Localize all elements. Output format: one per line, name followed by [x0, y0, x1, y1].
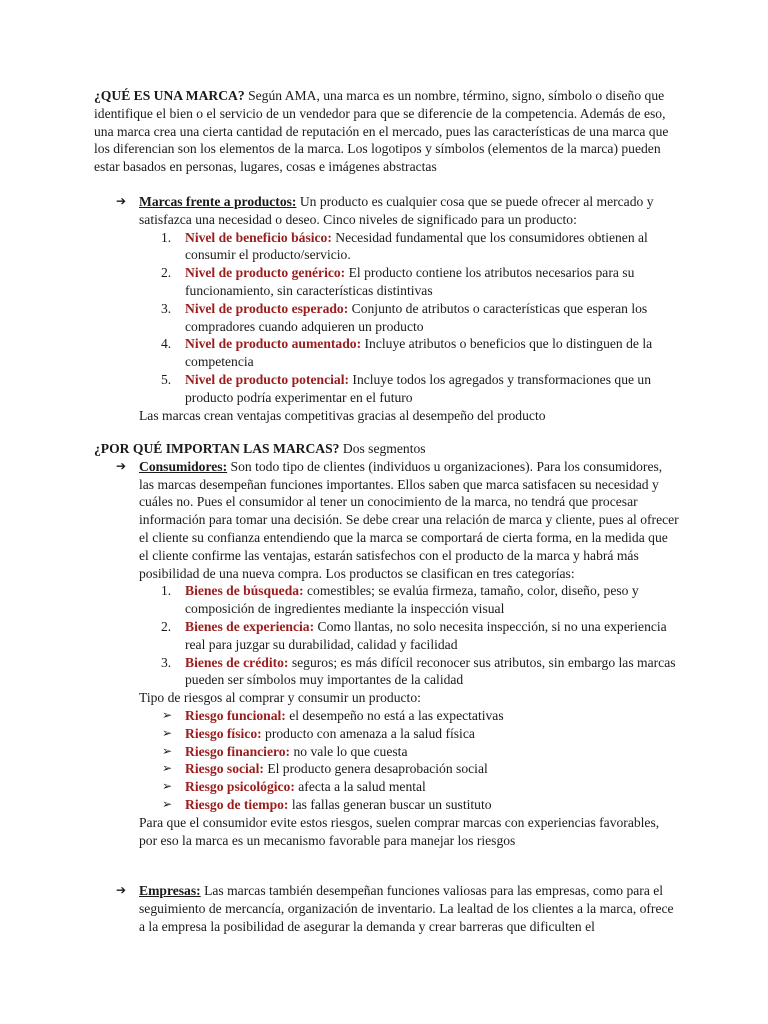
- risk-desc: producto con amenaza a la salud física: [261, 725, 475, 741]
- risk-desc: afecta a la salud mental: [294, 779, 426, 795]
- list-item: [94, 264, 680, 300]
- list-desc: Necesidad fundamental que los consumidores obtienen al consumir el producto/servicio.: [185, 229, 648, 263]
- risk-term: Riesgo de tiempo:: [185, 796, 289, 812]
- label-consumidores: Consumidores:: [139, 458, 228, 474]
- list-number: 2.: [161, 265, 172, 281]
- list-item: [94, 229, 680, 265]
- list-term: Bienes de búsqueda:: [185, 583, 304, 599]
- heading-por-que-importan: ¿POR QUÉ IMPORTAN LAS MARCAS?: [94, 441, 340, 456]
- arrowhead-bullet-icon: ➢: [162, 725, 173, 740]
- list-item: [94, 654, 680, 690]
- list-item: [94, 582, 680, 618]
- label-empresas: Empresas:: [139, 883, 201, 898]
- list-term: Nivel de producto aumentado:: [185, 336, 362, 352]
- risk-term: Riesgo financiero:: [185, 743, 291, 759]
- section-por-que-importan: [94, 440, 680, 849]
- heading-rest: Dos segmentos: [339, 441, 426, 456]
- list-term: Nivel de beneficio básico:: [185, 229, 332, 245]
- list-term: Nivel de producto esperado:: [185, 300, 349, 316]
- risk-term: Riesgo psicológico:: [185, 779, 295, 795]
- arrow-icon: ➔: [116, 883, 127, 897]
- label-marcas-frente-productos: Marcas frente a productos:: [139, 194, 297, 209]
- arrow-icon: ➔: [116, 194, 127, 208]
- arrowhead-bullet-icon: ➢: [162, 779, 173, 794]
- risk-intro: Tipo de riesgos al comprar y consumir un producto:: [139, 690, 421, 706]
- heading-row: [94, 440, 680, 458]
- risk-item: [94, 725, 680, 743]
- risk-term: Riesgo físico:: [185, 725, 262, 741]
- list-desc: Conjunto de atributos o características que esperan los compradores cuando adquieren un producto: [185, 300, 648, 334]
- list-item: [94, 618, 680, 654]
- list-desc: El producto contiene los atributos necesarios para su funcionamiento, sin características distintivas: [185, 265, 635, 298]
- arrow-icon: ➔: [116, 458, 127, 473]
- list-item: [94, 371, 680, 407]
- list-number: 3.: [161, 654, 172, 670]
- arrowhead-bullet-icon: ➢: [162, 796, 173, 811]
- list-term: Nivel de producto genérico:: [185, 265, 346, 281]
- arrow-item-consumidores: [94, 458, 680, 583]
- list-number: 1.: [161, 229, 172, 245]
- risk-desc: El producto genera desaprobación social: [263, 761, 488, 777]
- paragraph-niveles: Un producto es cualquier cosa que se puede ofrecer al mercado y satisfazca una necesidad o deseo. Cinco niveles de significado para un producto:: [139, 194, 654, 227]
- risk-desc: el desempeño no está a las expectativas: [285, 707, 504, 723]
- arrowhead-bullet-icon: ➢: [162, 707, 173, 722]
- closing-text: Para que el consumidor evite estos riesgos, suelen comprar marcas con experiencias favorables, por eso la marca es un mecanismo favorable para manejar los riesgos: [139, 814, 660, 848]
- list-desc: seguros; es más difícil reconocer sus atributos, sin embargo las marcas pueden ser símbolos muy importantes de la calidad: [185, 654, 676, 688]
- list-desc: Como llantas, no solo necesita inspección, si no una experiencia real para juzgar su durabilidad, calidad y facilidad: [185, 618, 667, 652]
- risk-desc: no vale lo que cuesta: [290, 743, 408, 759]
- arrow-item-empresas: [94, 882, 680, 935]
- section-empresas: [94, 882, 680, 935]
- closing-text: Las marcas crean ventajas competitivas gracias al desempeño del producto: [139, 407, 546, 423]
- list-term: Bienes de experiencia:: [185, 618, 315, 634]
- list-number: 4.: [161, 336, 172, 352]
- section-que-es-una-marca: [94, 87, 680, 176]
- paragraph-empresas: Las marcas también desempeñan funciones valiosas para las empresas, como para el seguimiento de mercancía, organización de inventario. La lealtad de los clientes a la marca, ofrece a la empresa la posibilidad de asegurar la demanda y crear barreras que dificulten el: [139, 883, 674, 934]
- list-item: [94, 300, 680, 336]
- list-number: 5.: [161, 371, 172, 387]
- risk-item: [94, 743, 680, 761]
- list-desc: comestibles; se evalúa firmeza, tamaño, color, diseño, peso y composición de ingredientes mediante la inspección visual: [185, 583, 639, 617]
- arrowhead-bullet-icon: ➢: [162, 743, 173, 758]
- risk-desc: las fallas generan buscar un sustituto: [288, 796, 492, 812]
- risk-term: Riesgo social:: [185, 761, 264, 777]
- list-item: [94, 335, 680, 371]
- risk-item: [94, 796, 680, 814]
- paragraph-consumidores: Son todo tipo de clientes (individuos u organizaciones). Para los consumidores, las marcas desempeñan funciones importantes. Ellos saben que marca satisfacen su necesidad y cuáles no. Pues el consumidor al tener un conocimiento de la marca, no tendrá que procesar información para tomar una decisión. Se debe crear una relación de marca y cliente, pues al ofrecer el cliente su confianza entendiendo que la marca se comportará de cierta forma, en la medida que el cliente confirme las ventajas, estarán satisfechos con el producto de la marca y habrá más posibilidad de una nueva compra. Los productos se clasifican en tres categorías:: [139, 458, 679, 581]
- paragraph-definicion: Según AMA, una marca es un nombre, término, signo, símbolo o diseño que identifique el bien o el servicio de un vendedor para que se diferencie de la competencia. Además de eso, una marca crea una cierta cantidad de reputación en el mercado, pues las características de una marca que los diferencian son los elementos de la marca. Los logotipos y símbolos (elementos de la marca) pueden estar basados en personas, lugares, cosas e imágenes abstractas: [94, 88, 669, 175]
- heading-que-es-una-marca: ¿QUÉ ES UNA MARCA?: [94, 88, 245, 103]
- list-desc: Incluye todos los agregados y transformaciones que un producto podría experimentar en el futuro: [185, 371, 652, 405]
- arrow-item-marcas-frente-productos: [94, 193, 680, 229]
- risk-term: Riesgo funcional:: [185, 707, 286, 723]
- risk-item: [94, 760, 680, 778]
- arrowhead-bullet-icon: ➢: [162, 761, 173, 776]
- list-term: Bienes de crédito:: [185, 654, 289, 670]
- list-number: 2.: [161, 618, 172, 634]
- list-number: 3.: [161, 300, 172, 316]
- list-number: 1.: [161, 583, 172, 599]
- risk-item: [94, 778, 680, 796]
- risk-item: [94, 707, 680, 725]
- section-marcas-frente-productos: [94, 193, 680, 424]
- list-term: Nivel de producto potencial:: [185, 371, 350, 387]
- list-desc: Incluye atributos o beneficios que lo distinguen de la competencia: [185, 336, 653, 370]
